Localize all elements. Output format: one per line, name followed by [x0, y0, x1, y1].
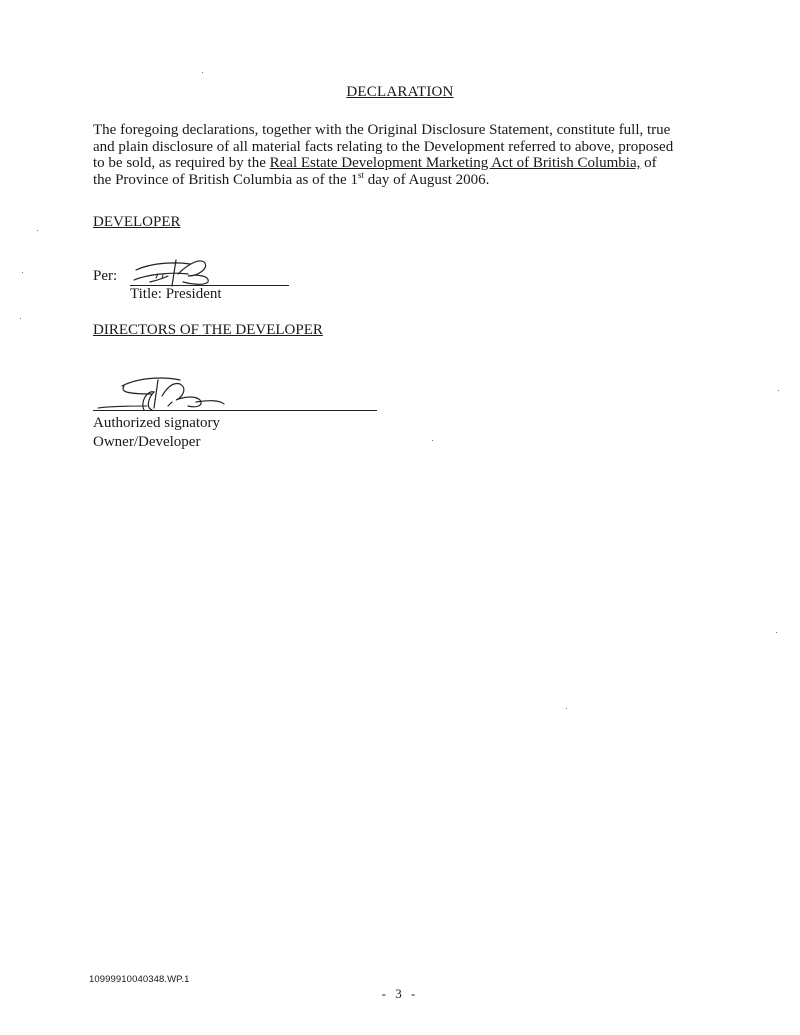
page-number: - 3 -	[381, 986, 419, 1001]
scan-speck	[37, 230, 38, 231]
paragraph-line-1: The foregoing declarations, together with the Original Disclosure Statement, constitute full, true	[93, 122, 671, 138]
document-code: 10999910040348.WP.1	[89, 974, 190, 985]
scan-speck	[776, 632, 777, 633]
paragraph-line-3-start: to be sold, as required by the	[93, 155, 270, 171]
authorized-signatory-label: Authorized signatory	[93, 415, 221, 431]
paragraph-line-3-end: of	[640, 155, 657, 171]
per-label: Per:	[93, 268, 118, 284]
scan-speck	[202, 72, 203, 73]
declaration-paragraph	[93, 122, 718, 188]
director-signature	[92, 372, 242, 418]
title-label: Title: President	[130, 286, 222, 302]
scan-speck	[778, 390, 779, 391]
ordinal-suffix: st	[357, 169, 364, 180]
directors-label: DIRECTORS OF THE DEVELOPER	[93, 322, 323, 338]
owner-developer-label: Owner/Developer	[93, 434, 201, 450]
paragraph-line-4-end: day of August 2006.	[363, 171, 490, 188]
director-signature-line	[93, 410, 377, 411]
scan-speck	[432, 440, 433, 441]
paragraph-line-4	[93, 169, 718, 189]
paragraph-line-2: and plain disclosure of all material facts relating to the Development referred to above, proposed	[93, 138, 674, 155]
paragraph-line-3	[93, 155, 718, 172]
scan-speck	[22, 272, 23, 273]
declaration-heading: DECLARATION	[346, 84, 454, 100]
scan-speck	[566, 708, 567, 709]
developer-label: DEVELOPER	[93, 214, 181, 230]
act-name: Real Estate Development Marketing Act of British Columbia,	[269, 155, 641, 171]
scan-speck	[20, 318, 21, 319]
paragraph-line-4-start: the Province of British Columbia as of the 1	[93, 171, 358, 188]
